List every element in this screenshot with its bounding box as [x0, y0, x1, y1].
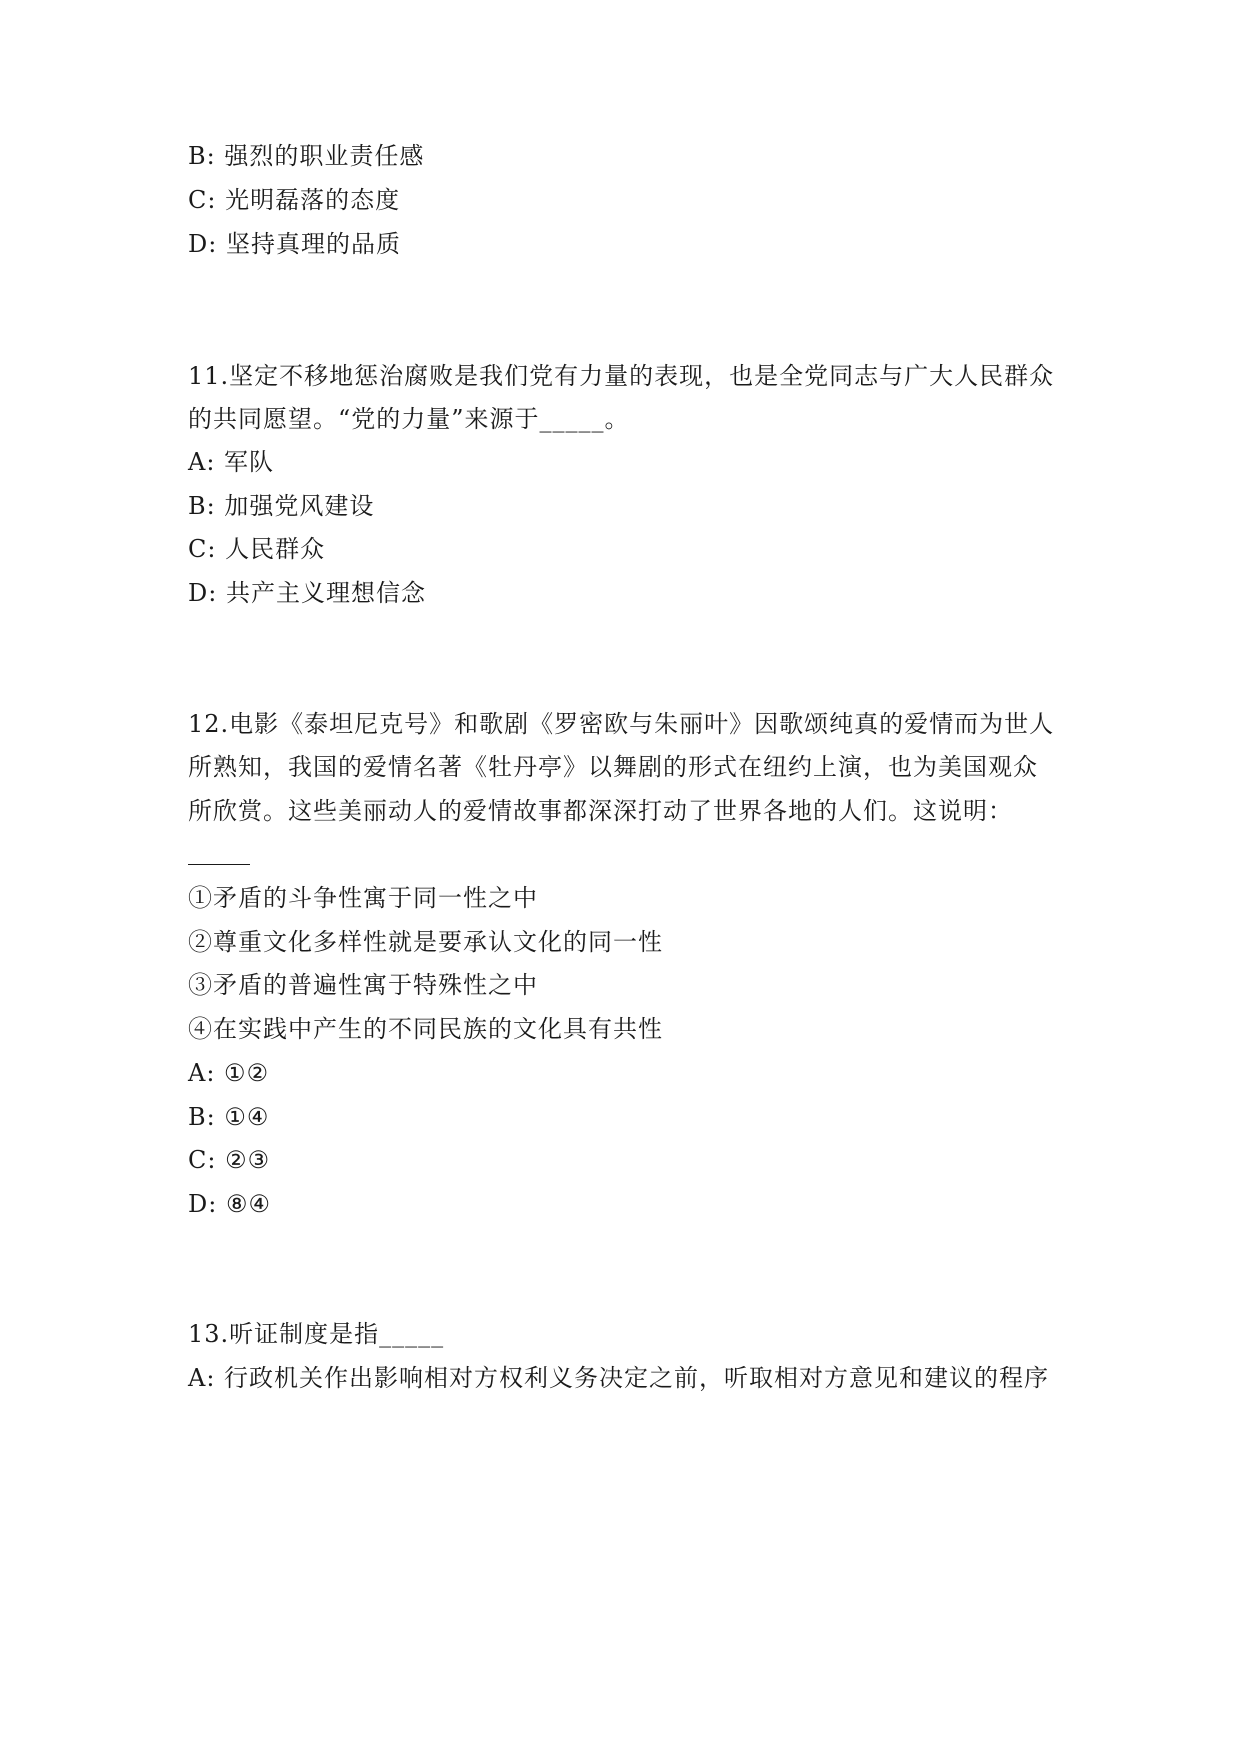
- q10-option-b: B: 强烈的职业责任感: [188, 142, 425, 170]
- q12-statement-2: ②尊重文化多样性就是要承认文化的同一性: [188, 928, 663, 956]
- q12-statement-3: ③矛盾的普遍性寓于特殊性之中: [188, 971, 538, 999]
- q11-stem-line-1: 11.坚定不移地惩治腐败是我们党有力量的表现，也是全党同志与广大人民群众: [188, 362, 1055, 390]
- q12-option-c: C: ②③: [188, 1146, 271, 1174]
- q10-option-d: D: 坚持真理的品质: [188, 230, 401, 258]
- q11-option-a: A: 军队: [188, 448, 275, 476]
- q12-stem-line-1: 12.电影《泰坦尼克号》和歌剧《罗密欧与朱丽叶》因歌颂纯真的爱情而为世人: [188, 710, 1055, 738]
- q12-statement-1: ①矛盾的斗争性寓于同一性之中: [188, 884, 538, 912]
- q11-option-b: B: 加强党风建设: [188, 492, 375, 520]
- q12-answer-blank: [188, 864, 250, 865]
- q11-option-d: D: 共产主义理想信念: [188, 579, 426, 607]
- q12-option-d: D: ⑧④: [188, 1190, 271, 1218]
- q12-statement-4: ④在实践中产生的不同民族的文化具有共性: [188, 1015, 663, 1043]
- q12-option-a: A: ①②: [188, 1059, 270, 1087]
- q13-option-a: A: 行政机关作出影响相对方权利义务决定之前，听取相对方意见和建议的程序: [188, 1364, 1050, 1392]
- q10-option-c: C: 光明磊落的态度: [188, 186, 401, 214]
- q11-option-c: C: 人民群众: [188, 535, 326, 563]
- q12-option-b: B: ①④: [188, 1103, 270, 1131]
- q11-stem-line-2: 的共同愿望。“党的力量”来源于_____。: [188, 405, 630, 433]
- q12-stem-line-2: 所熟知，我国的爱情名著《牡丹亭》以舞剧的形式在纽约上演，也为美国观众: [188, 753, 1038, 781]
- q13-stem-line-1: 13.听证制度是指_____: [188, 1320, 445, 1348]
- q12-stem-line-3: 所欣赏。这些美丽动人的爱情故事都深深打动了世界各地的人们。这说明：: [188, 797, 1013, 825]
